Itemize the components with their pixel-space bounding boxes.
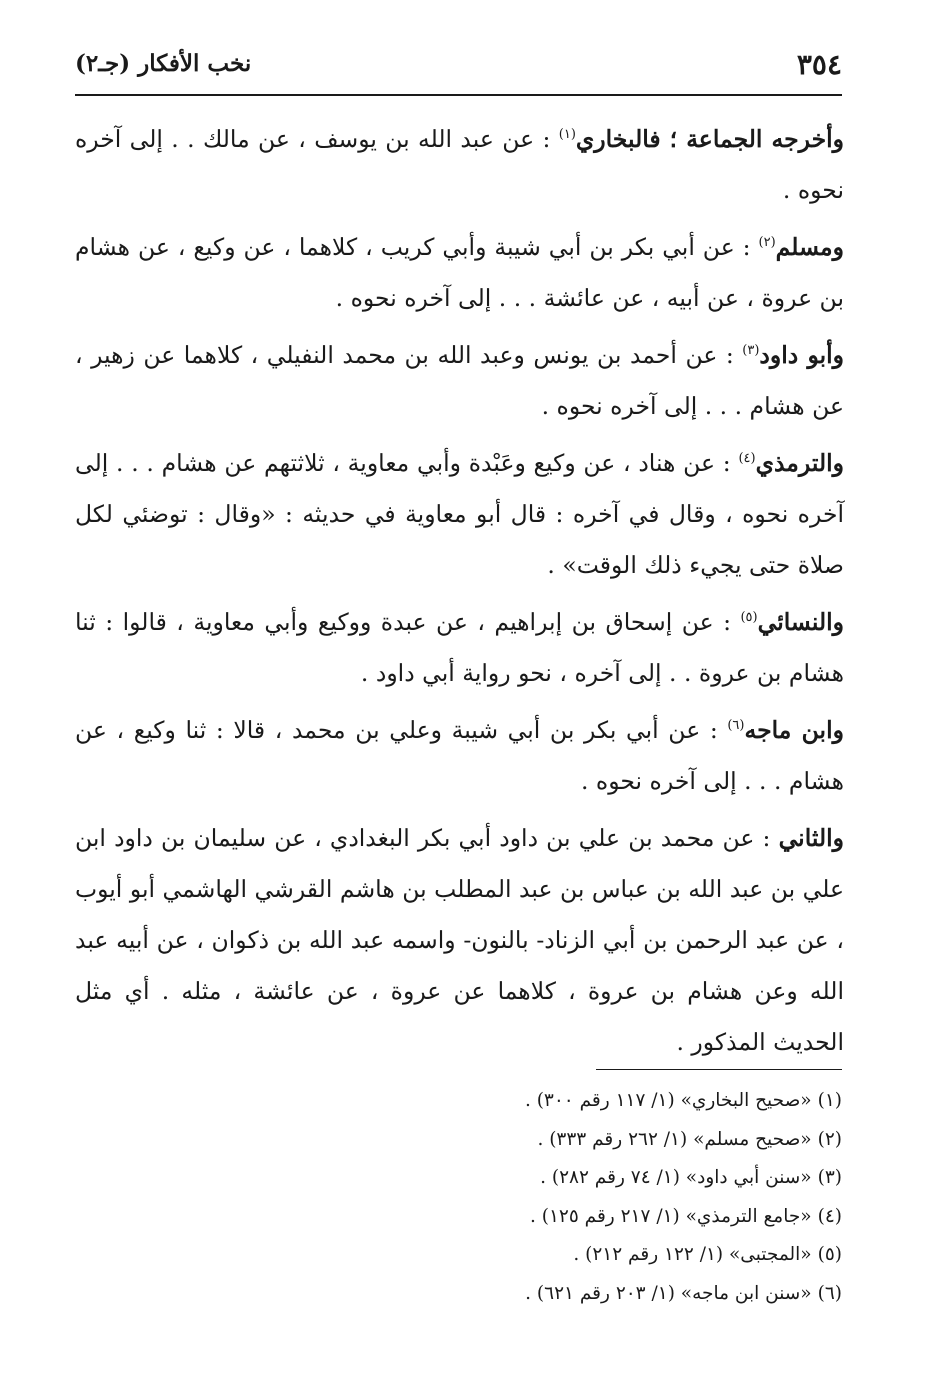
footnote-text: «صحيح البخاري» (١/ ١١٧ رقم ٣٠٠) .: [524, 1090, 812, 1111]
footnote-number: (٢): [817, 1128, 842, 1150]
paragraph-text: : عن أحمد بن يونس وعبد الله بن محمد النفيلي ، كلاهما عن زهير ، عن هشام . . . إلى آخره نحوه .: [75, 341, 844, 420]
body-text: [75, 114, 844, 1074]
footnote: [75, 1275, 842, 1314]
paragraph-nasai: [75, 597, 844, 699]
paragraph-text: : عن هناد ، عن وكيع وعَبْدة وأبي معاوية ، ثلاثتهم عن هشام . . . إلى آخره نحوه ، وقال في آخره : قال أبو معاوية في حديثه : «وقال : توضئي لكل صلاة حتى يجيء ذلك الوقت» .: [75, 449, 844, 579]
paragraph-ibn-majah: [75, 705, 844, 807]
footnote-number: (٤): [817, 1205, 842, 1227]
footnote: [75, 1236, 842, 1275]
paragraph-lead: والثاني: [778, 824, 844, 852]
footnote-text: «صحيح مسلم» (١/ ٢٦٢ رقم ٣٣٣) .: [537, 1128, 812, 1150]
footnote-number: (٦): [817, 1282, 842, 1304]
footnote-number: (١): [817, 1090, 842, 1111]
footnote-text: «سنن ابن ماجه» (١/ ٢٠٣ رقم ٦٢١) .: [525, 1282, 812, 1304]
paragraph-text: : عن إسحاق بن إبراهيم ، عن عبدة ووكيع وأبي معاوية ، قالوا : ثنا هشام بن عروة . . إلى آخره ، نحو رواية أبي داود .: [75, 608, 844, 687]
footnote-number: (٣): [817, 1167, 842, 1188]
footnote: [75, 1082, 842, 1121]
paragraph-text: : عن عبد الله بن يوسف ، عن مالك . . إلى آخره نحوه .: [75, 125, 844, 204]
footnote-reference: (٤): [738, 451, 756, 467]
paragraph-muslim: [75, 222, 844, 324]
paragraph-abu-dawud: [75, 330, 844, 432]
footnote-reference: (١): [558, 127, 576, 143]
paragraph-lead: وأخرجه الجماعة ؛ فالبخاري: [575, 125, 844, 153]
footnote: [75, 1121, 842, 1160]
header-rule: [75, 94, 842, 96]
footnote: [75, 1198, 842, 1237]
paragraph-text: : عن أبي بكر بن أبي شيبة وعلي بن محمد ، قالا : ثنا وكيع ، عن هشام . . . إلى آخره نحوه .: [75, 716, 844, 795]
paragraph-second-chain: [75, 813, 844, 1068]
paragraph-lead: وأبو داود: [759, 341, 845, 369]
paragraph-text: : عن أبي بكر بن أبي شيبة وأبي كريب ، كلاهما ، عن وكيع ، عن هشام بن عروة ، عن أبيه ، عن عائشة . . . إلى آخره نحوه .: [75, 233, 844, 312]
footnote: [75, 1159, 842, 1198]
paragraph-lead: والنسائي: [757, 608, 844, 636]
paragraph-tirmidhi: [75, 438, 844, 591]
paragraph-lead: ومسلم: [775, 233, 844, 261]
footnotes: [75, 1082, 842, 1313]
footnote-number: (٥): [817, 1244, 842, 1265]
footnote-text: «سنن أبي داود» (١/ ٧٤ رقم ٢٨٢) .: [540, 1167, 812, 1188]
footnote-reference: (٢): [758, 235, 776, 251]
running-header: [75, 44, 842, 92]
paragraph-lead: وابن ماجه: [744, 716, 844, 744]
footnote-text: «المجتبى» (١/ ١٢٢ رقم ٢١٢) .: [573, 1244, 812, 1265]
running-title: نخب الأفكار (جـ٢): [75, 50, 252, 77]
page-number: ٣٥٤: [796, 48, 842, 81]
footnote-separator: [596, 1069, 842, 1070]
footnote-reference: (٣): [742, 343, 760, 359]
footnote-reference: (٦): [727, 718, 745, 734]
footnote-text: «جامع الترمذي» (١/ ٢١٧ رقم ١٢٥) .: [529, 1205, 812, 1227]
paragraph-text: : عن محمد بن علي بن داود أبي بكر البغدادي ، عن سليمان بن داود ابن علي بن عبد الله بن عباس بن عبد المطلب بن هاشم القرشي الهاشمي أبو أيوب ، عن عبد الرحمن بن أبي الزناد- بالنون- واسمه عبد الله بن ذكوان ، عن أبيه عبد الله وعن هشام بن عروة ، كلاهما عن عروة ، عن عائشة ، مثله . أي مثل الحديث المذكور .: [75, 824, 844, 1056]
paragraph-bukhari: [75, 114, 844, 216]
paragraph-lead: والترمذي: [755, 449, 844, 477]
footnote-reference: (٥): [740, 610, 758, 626]
